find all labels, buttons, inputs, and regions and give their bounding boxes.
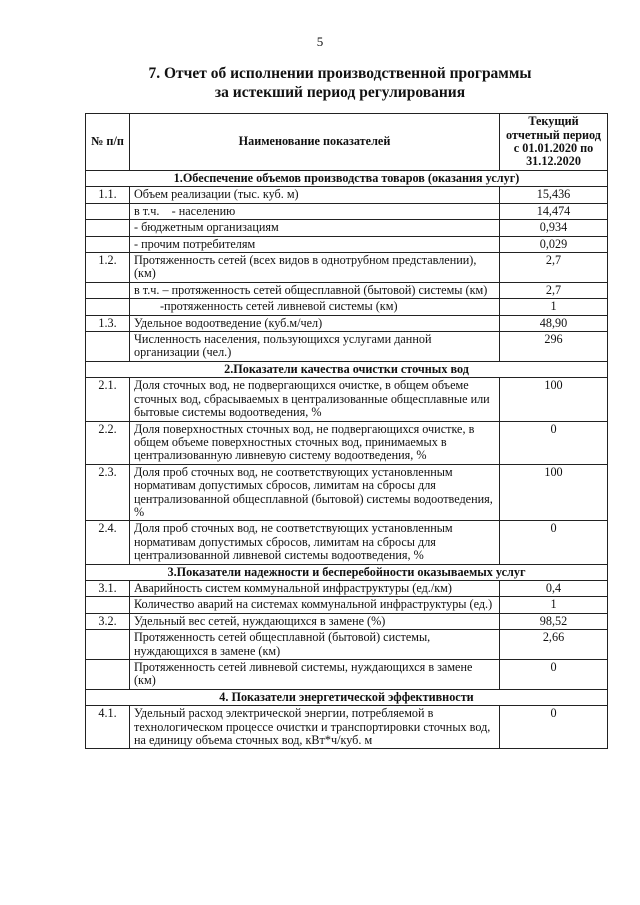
table-row: [86, 464, 608, 521]
row-value: 1: [500, 597, 608, 613]
table-row: [86, 220, 608, 236]
row-name: - бюджетным организациям: [130, 220, 500, 236]
row-value: 0: [500, 660, 608, 690]
table-row: [86, 378, 608, 421]
row-name: в т.ч. – протяженность сетей общесплавной (бытовой) системы (км): [130, 282, 500, 298]
row-value: 0,4: [500, 580, 608, 596]
row-value: 14,474: [500, 203, 608, 219]
row-num: [86, 630, 130, 660]
row-name: Протяженность сетей (всех видов в однотрубном представлении), (км): [130, 253, 500, 283]
row-name: Аварийность систем коммунальной инфраструктуры (ед./км): [130, 580, 500, 596]
row-num: [86, 203, 130, 219]
row-num: [86, 220, 130, 236]
document-title: [40, 64, 640, 102]
row-num: 2.1.: [86, 378, 130, 421]
table-row: [86, 299, 608, 315]
table-row: [86, 315, 608, 331]
row-name: Удельное водоотведение (куб.м/чел): [130, 315, 500, 331]
row-name: Численность населения, пользующихся услугами данной организации (чел.): [130, 332, 500, 362]
row-num: [86, 299, 130, 315]
row-name: Объем реализации (тыс. куб. м): [130, 187, 500, 203]
section-row: [86, 361, 608, 377]
row-num: [86, 597, 130, 613]
row-num: 2.2.: [86, 421, 130, 464]
table-row: [86, 332, 608, 362]
table-row: [86, 521, 608, 564]
row-name: Доля сточных вод, не подвергающихся очистке, в общем объеме сточных вод, сбрасываемых в централизованные общесплавные или бытовые системы водоотведения, %: [130, 378, 500, 421]
row-value: 2,7: [500, 253, 608, 283]
section-title: 3.Показатели надежности и бесперебойности оказываемых услуг: [86, 564, 608, 580]
table-row: [86, 706, 608, 749]
title-line-2: за истекший период регулирования: [214, 84, 466, 101]
row-num: [86, 660, 130, 690]
table-row: [86, 580, 608, 596]
table-row: [86, 187, 608, 203]
row-name: Протяженность сетей общесплавной (бытовой) системы, нуждающихся в замене (км): [130, 630, 500, 660]
section-title: 2.Показатели качества очистки сточных вод: [86, 361, 608, 377]
section-row: [86, 171, 608, 187]
row-value: 98,52: [500, 613, 608, 629]
row-name: Удельный расход электрической энергии, потребляемой в технологическом процессе очистки и транспортировки сточных вод, на единицу объема сточных вод, кВт*ч/куб. м: [130, 706, 500, 749]
section-row: [86, 564, 608, 580]
row-name: -протяженность сетей ливневой системы (км): [130, 299, 500, 315]
table-row: [86, 660, 608, 690]
row-value: 2,7: [500, 282, 608, 298]
row-num: [86, 282, 130, 298]
page-number: 5: [316, 34, 324, 49]
table-row: [86, 236, 608, 252]
header-period: Текущий отчетный период с 01.01.2020 по 31.12.2020: [500, 114, 608, 171]
row-name: Количество аварий на системах коммунальной инфраструктуры (ед.): [130, 597, 500, 613]
row-num: 3.1.: [86, 580, 130, 596]
row-num: 1.2.: [86, 253, 130, 283]
table-row: [86, 203, 608, 219]
row-num: [86, 236, 130, 252]
row-name: в т.ч. - населению: [130, 203, 500, 219]
section-title: 1.Обеспечение объемов производства товаров (оказания услуг): [86, 171, 608, 187]
table-row: [86, 421, 608, 464]
row-value: 100: [500, 378, 608, 421]
row-name: Доля проб сточных вод, не соответствующих установленным нормативам допустимых сбросов, лимитам на сбросы для централизованной общесплавной (бытовой) системы водоотведения, %: [130, 464, 500, 521]
row-num: 2.3.: [86, 464, 130, 521]
table-row: [86, 613, 608, 629]
row-value: 0: [500, 706, 608, 749]
row-value: 1: [500, 299, 608, 315]
row-num: 4.1.: [86, 706, 130, 749]
table-row: [86, 630, 608, 660]
row-value: 15,436: [500, 187, 608, 203]
row-name: - прочим потребителям: [130, 236, 500, 252]
section-row: [86, 689, 608, 705]
section-title: 4. Показатели энергетической эффективности: [86, 689, 608, 705]
row-num: 3.2.: [86, 613, 130, 629]
table-row: [86, 597, 608, 613]
row-num: 1.3.: [86, 315, 130, 331]
title-line-1: 7. Отчет об исполнении производственной программы: [148, 65, 532, 82]
row-num: 1.1.: [86, 187, 130, 203]
row-name: Удельный вес сетей, нуждающихся в замене (%): [130, 613, 500, 629]
row-value: 0,029: [500, 236, 608, 252]
row-name: Доля поверхностных сточных вод, не подвергающихся очистке, в общем объеме поверхностных сточных вод, принимаемых в централизованную ливневую систему водоотведения, %: [130, 421, 500, 464]
report-table: [85, 113, 608, 749]
row-value: 48,90: [500, 315, 608, 331]
row-value: 0,934: [500, 220, 608, 236]
row-name: Протяженность сетей ливневой системы, нуждающихся в замене (км): [130, 660, 500, 690]
row-value: 0: [500, 521, 608, 564]
row-value: 100: [500, 464, 608, 521]
header-num: № п/п: [86, 114, 130, 171]
header-name: Наименование показателей: [130, 114, 500, 171]
header-row: [86, 114, 608, 171]
table-row: [86, 282, 608, 298]
row-value: 296: [500, 332, 608, 362]
row-value: 0: [500, 421, 608, 464]
row-num: 2.4.: [86, 521, 130, 564]
table-row: [86, 253, 608, 283]
row-num: [86, 332, 130, 362]
row-value: 2,66: [500, 630, 608, 660]
row-name: Доля проб сточных вод, не соответствующих установленным нормативам допустимых сбросов, лимитам на сбросы для централизованной ливневой системы водоотведения, %: [130, 521, 500, 564]
